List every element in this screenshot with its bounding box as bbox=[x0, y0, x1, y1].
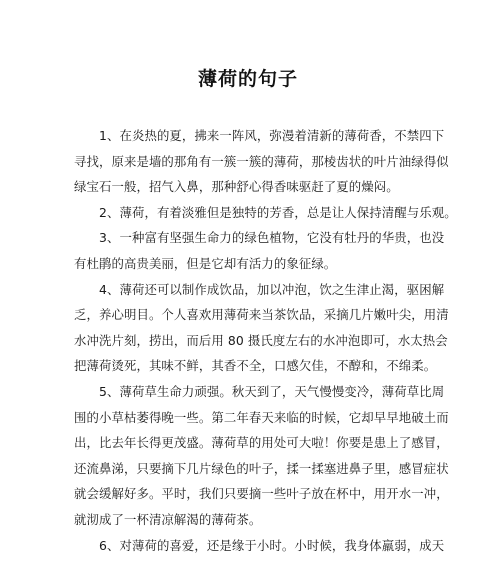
text-line: 5、薄荷草生命力顽强。秋天到了，天气慢慢变冷，薄荷草比周 bbox=[99, 383, 445, 399]
text-line: 1、在炎热的夏，拂来一阵风，弥漫着清新的薄荷香，不禁四下 bbox=[99, 128, 445, 143]
paragraph-1 bbox=[74, 123, 449, 200]
text-line: 6、对薄荷的喜爱，还是缘于小时。小时候，我身体羸弱，成天 bbox=[99, 537, 445, 553]
document-body bbox=[74, 123, 457, 558]
text-line: 出，比去年长得更茂盛。薄荷草的用处可大啦！你要是患上了感冒， bbox=[74, 435, 449, 451]
paragraph-6 bbox=[74, 533, 445, 559]
text-line: 寻找，原来是墙的那角有一簇一簇的薄荷，那棱齿状的叶片油绿得似 bbox=[74, 153, 449, 169]
document-title: 薄荷的句子 bbox=[197, 68, 298, 90]
text-line: 围的小草枯萎得晚一些。第二年春天来临的时候，它却早早地破土而 bbox=[74, 409, 449, 425]
text-line: 有杜鹃的高贵美丽，但是它却有活力的象征绿。 bbox=[74, 255, 337, 271]
text-line: 还流鼻涕，只要摘下几片绿色的叶子，揉一揉塞进鼻子里，感冒症状 bbox=[74, 460, 449, 476]
text-line: 4、薄荷还可以制作成饮品，加以冲泡，饮之生津止渴，驱困解 bbox=[99, 281, 445, 297]
text-line: 乏，养心明目。个人喜欢用薄荷来当茶饮品，采摘几片嫩叶尖，用清 bbox=[74, 307, 449, 323]
text-line: 就沏成了一杯清凉解渴的薄荷茶。 bbox=[74, 511, 262, 527]
text-line: 水冲洗片刻，捞出，而后用 80 摄氏度左右的水冲泡即可，水太热会 bbox=[74, 332, 448, 348]
text-line: 3、一种富有坚强生命力的绿色植物，它没有牡丹的华贵，也没 bbox=[99, 230, 445, 246]
text-line: 2、薄荷，有着淡雅但是独特的芳香，总是让人保持清醒与乐观。 bbox=[99, 204, 457, 220]
paragraph-2 bbox=[74, 200, 457, 226]
paragraph-5 bbox=[74, 379, 449, 533]
paragraph-4 bbox=[74, 277, 449, 379]
paragraph-3 bbox=[74, 225, 445, 276]
text-line: 就会缓解好多。平时，我们只要摘一些叶子放在杯中，用开水一冲， bbox=[74, 486, 449, 502]
text-line: 绿宝石一般，招气入鼻，那种舒心得香味驱赶了夏的燥闷。 bbox=[74, 179, 399, 195]
text-line: 把薄荷烫死，其味不鲜，其香不全，口感欠佳，不醇和，不绵柔。 bbox=[74, 358, 437, 374]
